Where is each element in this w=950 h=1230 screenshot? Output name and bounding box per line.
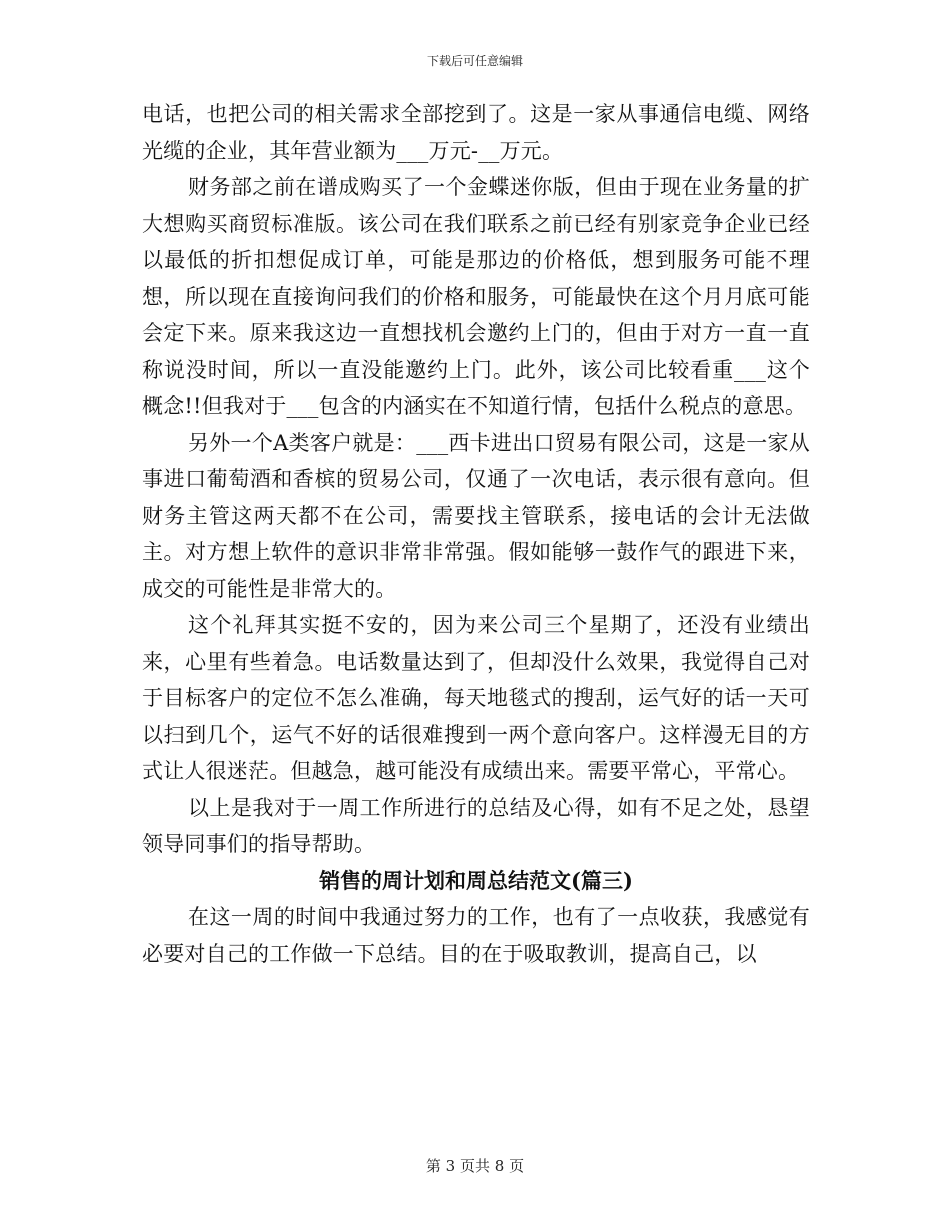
paragraph-continuation: 电话，也把公司的相关需求全部挖到了。这是一家从事通信电缆、网络光缆的企业，其年营业额为___万元-__万元。	[142, 102, 810, 163]
document-body	[142, 96, 810, 972]
paragraph-conclusion: 以上是我对于一周工作所进行的总结及心得，如有不足之处，恳望领导同事们的指导帮助。	[142, 795, 810, 856]
paragraph-reflection: 这个礼拜其实挺不安的，因为来公司三个星期了，还没有业绩出来，心里有些着急。电话数量达到了，但却没什么效果，我觉得自己对于目标客户的定位不怎么准确，每天地毯式的搜刮，运气好的话一天可以扫到几个，运气不好的话很难搜到一两个意向客户。这样漫无目的方式让人很迷茫。但越急，越可能没有成绩出来。需要平常心，平常心。	[142, 613, 810, 783]
section-title: 销售的周计划和周总结范文(篇三)	[319, 867, 633, 893]
paragraph-section-intro: 在这一周的时间中我通过努力的工作，也有了一点收获，我感觉有必要对自己的工作做一下总结。目的在于吸取教训，提高自己，以	[142, 905, 810, 966]
page-header: 下载后可任意编辑	[426, 54, 523, 68]
page-footer: 第 3 页共 8 页	[425, 1157, 525, 1175]
paragraph-finance: 财务部之前在谱成购买了一个金蝶迷你版，但由于现在业务量的扩大想购买商贸标准版。该公司在我们联系之前已经有别家竞争企业已经以最低的折扣想促成订单，可能是那边的价格低，想到服务可能不理想，所以现在直接询问我们的价格和服务，可能最快在这个月月底可能会定下来。原来我这边一直想找机会邀约上门的，但由于对方一直一直称说没时间，所以一直没能邀约上门。此外，该公司比较看重___这个概念!!但我对于___包含的内涵实在不知道行情，包括什么税点的意思。	[142, 175, 810, 418]
paragraph-client-a: 另外一个A类客户就是：___西卡进出口贸易有限公司，这是一家从事进口葡萄酒和香槟的贸易公司，仅通了一次电话，表示很有意向。但财务主管这两天都不在公司，需要找主管联系，接电话的会计无法做主。对方想上软件的意识非常非常强。假如能够一鼓作气的跟进下来，成交的可能性是非常大的。	[142, 430, 810, 601]
